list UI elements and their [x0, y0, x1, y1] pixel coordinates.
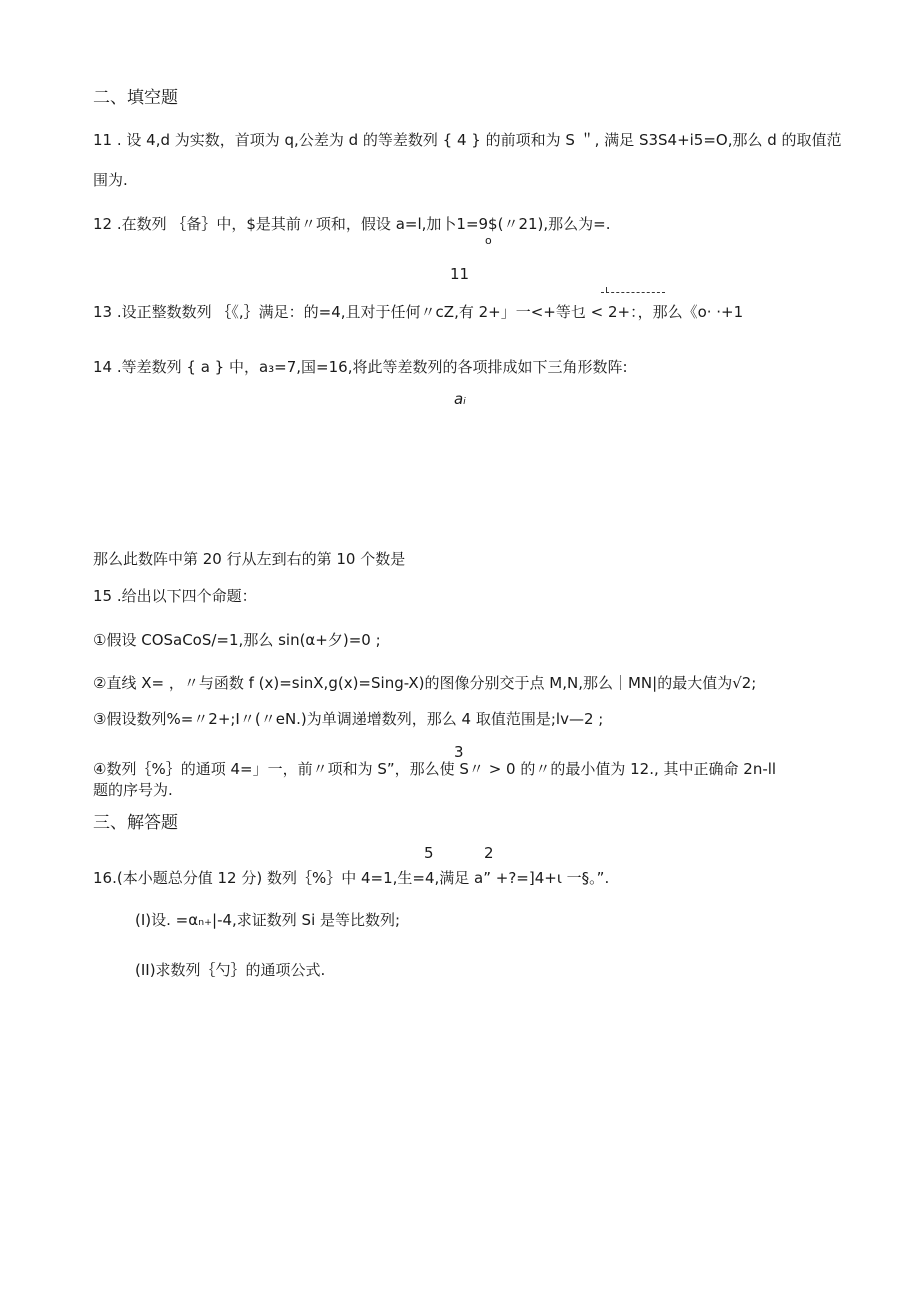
- question-16-part-2: (II)求数列｛勺｝的通项公式.: [135, 961, 326, 979]
- question-15-proposition-4-above: 3: [454, 743, 464, 761]
- question-14-line-2: 那么此数阵中第 20 行从左到右的第 10 个数是: [93, 550, 406, 568]
- section-3-title: 三、解答题: [93, 813, 178, 833]
- question-14-array-top: aᵢ: [454, 390, 466, 408]
- question-11-line-2: 围为.: [93, 171, 128, 189]
- question-12-line-1: 12 .在数列 ｛备｝中，$是其前〃项和，假设 a=l,加卜1=9$(〃21),那么为=.: [93, 215, 611, 233]
- question-16-above-right: 2: [484, 844, 494, 862]
- question-16-part-1: (I)设. =αₙ₊|-4,求证数列 Si 是等比数列;: [135, 911, 401, 929]
- question-11-line-1: 11 . 设 4,d 为实数，首项为 q,公差为 d 的等差数列 { 4 } 的前项和为 S ＂, 满足 S3S4+i5=O,那么 d 的取值范: [93, 131, 842, 149]
- question-15-proposition-3: ③假设数列%=〃2+;I〃(〃eN.)为单调递增数列，那么 4 取值范围是;lv—2 ;: [93, 710, 604, 728]
- question-16-line-1: 16.(本小题总分值 12 分) 数列｛%｝中 4=1,生=4,满足 a” +?=]4+ι 一§。”.: [93, 869, 610, 887]
- question-15-proposition-1: ①假设 COSaCoS/=1,那么 sin(α+夕)=0 ;: [93, 631, 381, 649]
- question-15-proposition-4: ④数列｛%｝的通项 4=」一，前〃项和为 S”，那么使 S〃 > 0 的〃的最小值为 12., 其中正确命 2n-ll: [93, 760, 777, 778]
- question-15-line-1: 15 .给出以下四个命题：: [93, 587, 257, 605]
- question-13-line-1: 13 .设正整数数列 ｛《,｝满足：的=4,且对于任何〃cZ,有 2+」一<+等乜 < 2+：，那么《o· ·+1: [93, 303, 744, 321]
- section-2-title: 二、填空题: [93, 88, 178, 108]
- question-12-mark: o: [485, 234, 492, 247]
- question-15-proposition-4-line-2: 题的序号为.: [93, 781, 173, 799]
- question-14-line-1: 14 .等差数列 { a } 中，a₃=7,国=16,将此等差数列的各项排成如下三角形数阵:: [93, 358, 628, 376]
- question-13-fraction-bar: [601, 292, 665, 293]
- question-15-proposition-2: ②直线 X= ，〃与函数 f (x)=sinX,g(x)=Sing-X)的图像分别交于点 M,N,那么｜MN|的最大值为√2;: [93, 674, 757, 692]
- question-13-above-number: 11: [450, 265, 470, 283]
- question-16-above-left: 5: [424, 844, 434, 862]
